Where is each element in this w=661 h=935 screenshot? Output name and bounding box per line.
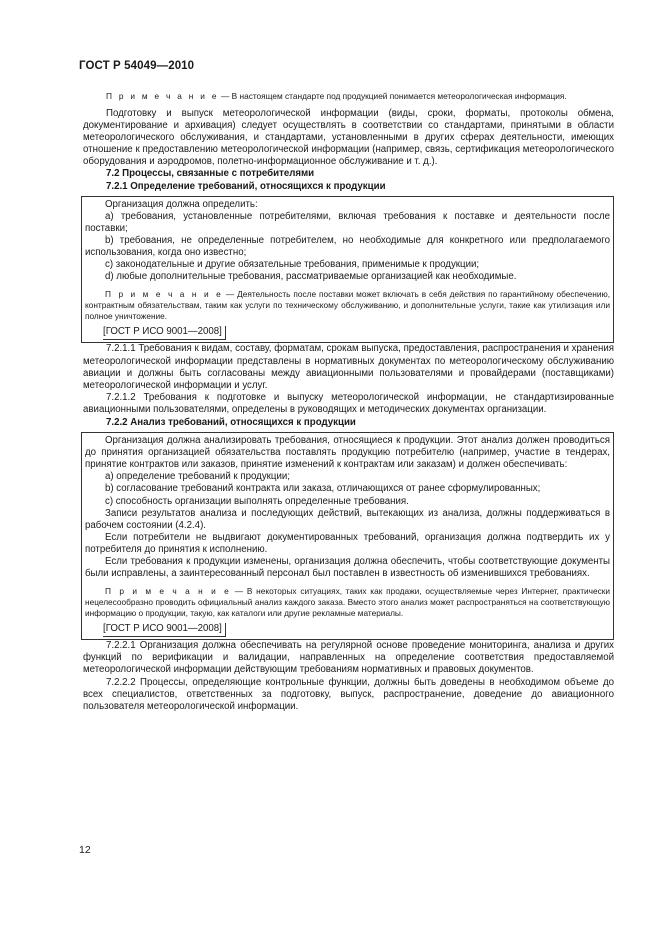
list-item-d: d) любые дополнительные требования, рассматриваемые организацией как необходимые.	[105, 271, 517, 283]
note-label: П р и м е ч а н и е	[105, 289, 224, 300]
paragraph-7-2-1-1: 7.2.1.1 Требования к видам, составу, форматам, срокам выпуска, предоставления, распространения и хранения метеорологической информации представлены в нормативных документах по метеорологическому обслуживанию авиации и должны быть согласованы между авиационными пользователями и провайдерами (поставщиками) метеорологической информации и услуг.	[83, 343, 614, 391]
section-7-2-2-heading: 7.2.2 Анализ требований, относящихся к продукции	[106, 416, 356, 428]
note-label: П р и м е ч а н и е	[106, 91, 219, 101]
paragraph-7-2-2-1: 7.2.2.1 Организация должна обеспечивать на регулярной основе проведение мониторинга, анализа и других функций по верификации и валидации, направленных на определение соответствия предоставляемой метеорологической информации действующим требованиям нормативных и правовых документов.	[83, 640, 614, 676]
section-7-2-heading: 7.2 Процессы, связанные с потребителями	[106, 168, 315, 180]
document-header: ГОСТ Р 54049—2010	[79, 60, 195, 72]
source-reference: [ГОСТ Р ИСО 9001—2008]	[103, 326, 226, 340]
section-7-2-1-heading: 7.2.1 Определение требований, относящихся к продукции	[106, 180, 386, 192]
list-item-b: b) согласование требований контракта или заказа, отличающихся от ранее сформулированных;	[105, 483, 541, 495]
list-item-a: a) требования, установленные потребителями, включая требования к поставке и деятельности после поставки;	[85, 210, 610, 234]
quote-box-7-2-1	[81, 196, 614, 344]
source-reference: [ГОСТ Р ИСО 9001—2008]	[103, 623, 226, 637]
quote-box-7-2-2	[81, 432, 614, 640]
list-item-b: b) требования, не определенные потребителем, но необходимые для конкретного или предполагаемого использования, когда оно известно;	[85, 234, 610, 259]
list-item-c: c) способность организации выполнять определенные требования.	[105, 495, 409, 507]
note-text: — В некоторых ситуациях, таких как продажи, осуществляемые через Интернет, практически нецелесообразно проводить официальный анализ каждого заказа. Вместо этого анализ может распространяться на соответствующую информацию о продукции, такую, как каталоги или другие рекламные материалы.	[85, 586, 610, 619]
box-paragraph: Если требования к продукции изменены, организация должна обеспечить, чтобы соответствующие документы были исправлены, а заинтересованный персонал был поставлен в известность об изменившихся требованиях.	[85, 556, 610, 580]
intro-note	[83, 91, 614, 102]
paragraph-7-2-2-2: 7.2.2.2 Процессы, определяющие контрольные функции, должны быть доведены в необходимом объеме до всех специалистов, ответственных за подготовку, выпуск, распространение, доведение до авиационного пользователя метеорологической информации.	[83, 676, 614, 712]
document-body	[83, 91, 614, 713]
box-paragraph: Записи результатов анализа и последующих действий, вытекающих из анализа, должны поддерживаться в рабочем состоянии (4.2.4).	[85, 507, 610, 531]
list-item-a: a) определение требований к продукции;	[105, 471, 290, 483]
intro-paragraph: Подготовку и выпуск метеорологической информации (виды, сроки, форматы, протоколы обмена, документирование и архивация) следует осуществлять в соответствии со стандартами, принятыми в области метеорологического обслуживания, и стандартами, установленными в других сферах деятельности, имеющих отношение к предоставлению метеорологической информации (например, связь, сертификация метеорологического оборудования и аэродромов, полетно-информационное обслуживание и т. д.).	[83, 108, 614, 168]
list-item-c: c) законодательные и другие обязательные требования, применимые к продукции;	[105, 259, 480, 271]
box-note	[85, 289, 610, 322]
box-note	[85, 586, 610, 619]
paragraph-7-2-1-2: 7.2.1.2 Требования к подготовке и выпуску метеорологической информации, не стандартизированные авиационными пользователями, определены в руководящих и методических документах организации.	[83, 391, 614, 415]
note-text: — В настоящем стандарте под продукцией понимается метеорологическая информация.	[218, 91, 567, 101]
page-number: 12	[79, 844, 91, 856]
box-lead: Организация должна анализировать требования, относящиеся к продукции. Этот анализ должен проводиться до принятия организацией обязательства поставлять продукцию потребителю (например, участие в тендерах, принятие контрактов или заказов, принятие изменений к контрактам или заказам) и должен обеспечивать:	[85, 435, 610, 471]
note-text: — Деятельность после поставки может включать в себя действия по гарантийному обеспечению, контрактным обязательствам, таким как услуги по техническому обслуживанию, и дополнительные услуги, такие как утилизация или полное уничтожение.	[85, 289, 610, 322]
note-label: П р и м е ч а н и е	[105, 586, 231, 597]
box-paragraph: Если потребители не выдвигают документированных требований, организация должна подтвердить их у потребителя до принятия к исполнению.	[85, 531, 610, 555]
box-lead: Организация должна определить:	[105, 198, 258, 210]
